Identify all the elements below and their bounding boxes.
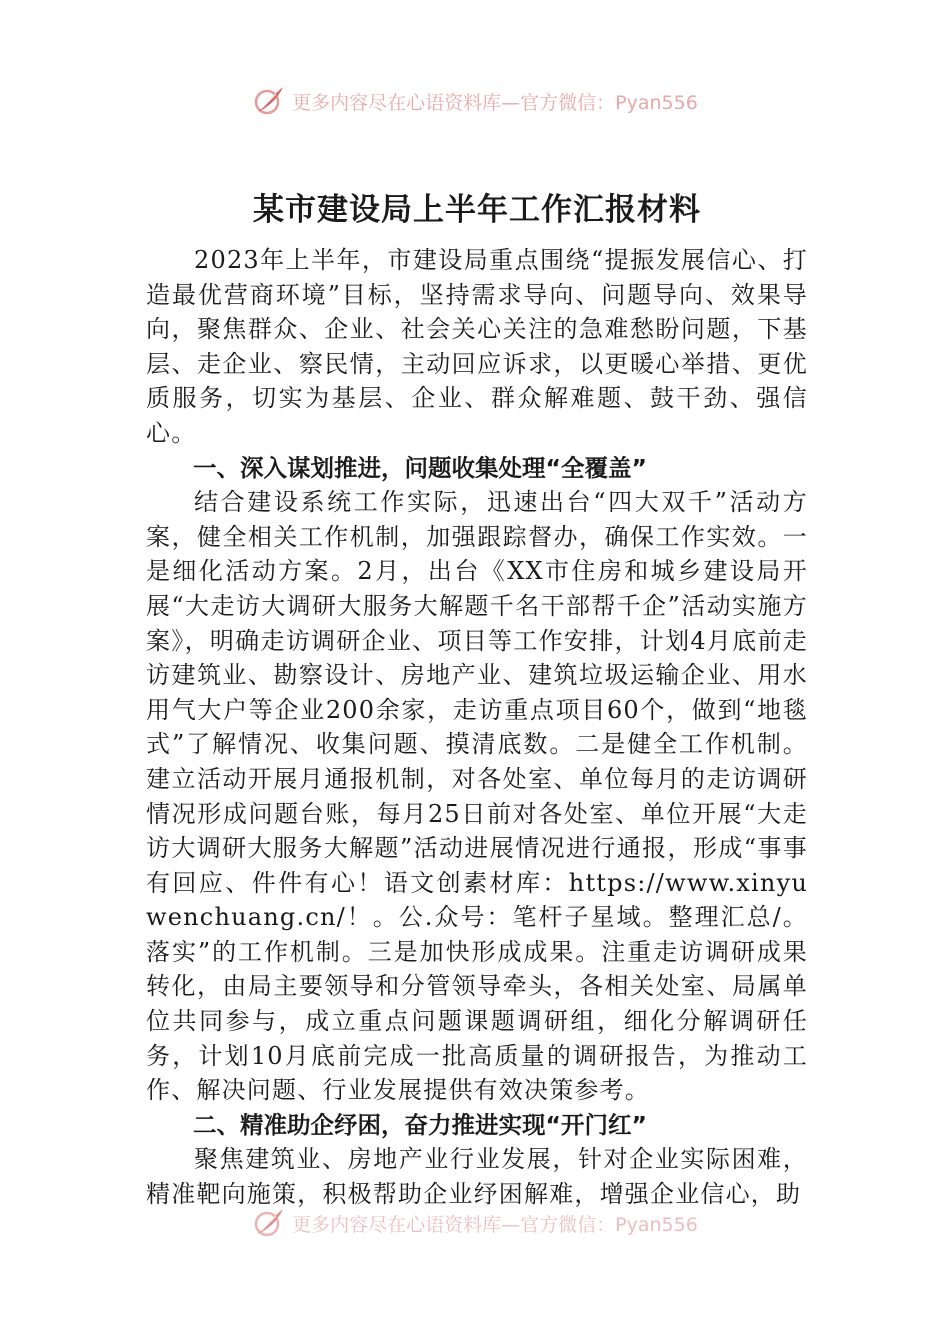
document-title: 某市建设局上半年工作汇报材料 [253,192,701,228]
section-body-1: 结合建设系统工作实际，迅速出台“四大双千”活动方案，健全相关工作机制，加强跟踪督办，确保工作实效。一是细化活动方案。2月，出台《XX市住房和城乡建设局开展“大走访大调研大服务大解题千名干部帮千企”活动实施方案》，明确走访调研企业、项目等工作安排，计划4月底前走访建筑业、勘察设计、房地产业、建筑垃圾运输企业、用水用气大户等企业200余家，走访重点项目60个，做到“地毯式”了解情况、收集问题、摸清底数。二是健全工作机制。建立活动开展月通报机制，对各处室、单位每月的走访调研情况形成问题台账，每月25日前对各处室、单位开展“大走访大调研大服务大解题”活动进展情况进行通报，形成“事事有回应、件件有心！语文创素材库：https://www.xinyuwenchuang.cn/！。公.众号：笔杆子星域。整理汇总/。落实”的工作机制。三是加快形成成果。注重走访调研成果转化，由局主要领导和分管领导牵头，各相关处室、局属单位共同参与，成立重点问题课题调研组，细化分解调研任务，计划10月底前完成一批高质量的调研报告，为推动工作、解决问题、行业发展提供有效决策参考。 [146,488,808,1105]
section-heading-2: 二、精准助企纾困，奋力推进实现“开门红” [193,1110,647,1139]
intro-paragraph: 2023年上半年，市建设局重点围绕“提振发展信心、打造最优营商环境”目标，坚持需求导向、问题导向、效果导向，聚焦群众、企业、社会关心关注的急难愁盼问题，下基层、走企业、察民情，主动回应诉求，以更暖心举措、更优质服务，切实为基层、企业、群众解难题、鼓干劲、强信心。 [146,246,808,447]
watermark-footer [0,1206,950,1240]
document-page [146,183,808,1212]
feather-logo-icon [252,1206,286,1240]
watermark-text: 更多内容尽在心语资料库—官方微信：Pyan556 [292,91,698,114]
watermark-header [0,84,950,118]
feather-logo-icon [252,84,286,118]
watermark-text: 更多内容尽在心语资料库—官方微信：Pyan556 [292,1213,698,1236]
section-body-2: 聚焦建筑业、房地产业行业发展，针对企业实际困难，精准靶向施策，积极帮助企业纾困解难，增强企业信心，助 [146,1145,808,1209]
section-heading-1: 一、深入谋划推进，问题收集处理“全覆盖” [193,453,647,482]
